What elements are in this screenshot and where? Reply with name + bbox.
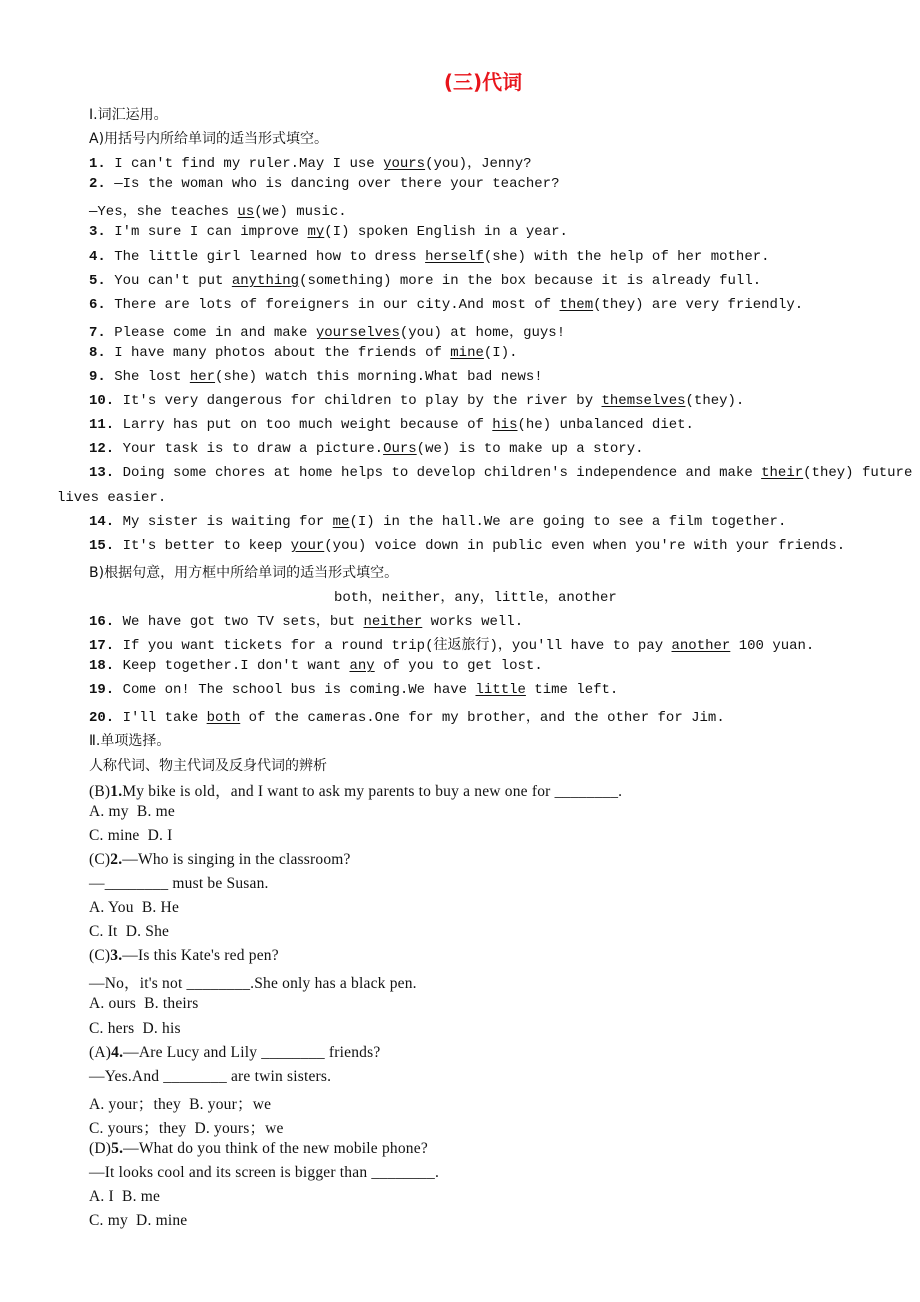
text-segment: My bike is old，and I want to ask my parents to buy a new one for ________. — [122, 782, 623, 800]
text-segment: (A) — [89, 1043, 112, 1061]
text-segment: —________ must be Susan. — [89, 875, 269, 892]
text-line — [0, 1092, 920, 1116]
text-segment: Larry has put on too much weight because of — [114, 417, 493, 434]
text-line — [0, 417, 920, 441]
text-line — [0, 1164, 920, 1188]
answer-text: her — [189, 369, 216, 386]
text-segment: Your task is to draw a picture. — [114, 441, 384, 458]
text-segment: (C) — [89, 850, 111, 868]
page-title: (三)代词 — [443, 70, 523, 94]
text-segment: —Is this Kate's red pen? — [122, 947, 279, 965]
text-segment: (I) spoken English in a year. — [324, 224, 568, 241]
answer-text: mine — [450, 344, 484, 361]
text-segment: lives easier. — [57, 489, 167, 506]
item-number: 4. — [111, 1043, 124, 1061]
text-segment: Ⅱ.单项选择。 — [89, 733, 171, 750]
item-number: 10. — [89, 393, 115, 410]
text-segment: A. my B. me — [89, 802, 175, 820]
text-segment: (I) in the hall.We are going to see a film together. — [349, 513, 787, 530]
answer-text: us — [237, 204, 255, 221]
text-line — [0, 755, 920, 779]
text-line — [0, 1020, 920, 1044]
item-number: 5. — [89, 272, 106, 289]
text-segment: of you to get lost. — [374, 658, 543, 675]
text-line — [0, 200, 920, 224]
text-line — [0, 1068, 920, 1092]
answer-text: anything — [231, 272, 300, 289]
item-number: 15. — [89, 537, 115, 554]
text-line — [0, 682, 920, 706]
text-line — [0, 634, 920, 658]
text-line — [0, 610, 920, 634]
text-segment: There are lots of foreigners in our city.And most of — [105, 296, 560, 313]
text-line — [0, 730, 920, 754]
answer-text: them — [559, 296, 594, 313]
text-segment: (B) — [89, 782, 111, 800]
text-segment: A. You B. He — [89, 899, 180, 917]
answer-text: yourselves — [315, 324, 400, 341]
text-segment: (you)，Jenny? — [425, 156, 532, 173]
text-segment: (D) — [89, 1140, 112, 1158]
item-number: 3. — [89, 224, 106, 241]
item-number: 12. — [89, 441, 115, 458]
item-number: 7. — [89, 324, 106, 341]
text-line — [0, 224, 920, 248]
text-line — [0, 1116, 920, 1140]
answer-text: neither — [363, 613, 423, 630]
answer-text: my — [307, 224, 325, 241]
text-segment: B)根据句意，用方框中所给单词的适当形式填空。 — [89, 564, 399, 581]
text-segment: You can't put — [105, 272, 232, 289]
document-body — [0, 104, 920, 1236]
text-segment: (they). — [685, 393, 745, 410]
text-segment: —It looks cool and its screen is bigger than ________. — [89, 1164, 440, 1182]
text-segment: —No，it's not ________.She only has a black pen. — [89, 975, 417, 993]
text-line — [0, 779, 920, 803]
text-line — [0, 658, 920, 682]
item-number: 20. — [89, 710, 115, 727]
text-segment: If you want tickets for a round trip(往返旅行)，you'll have to pay — [114, 638, 672, 655]
text-line — [0, 441, 920, 465]
text-line — [0, 1188, 920, 1212]
text-segment: time left. — [525, 682, 619, 699]
text-segment: (I). — [483, 344, 518, 361]
answer-text: another — [671, 638, 731, 655]
text-segment: (something) more in the box because it is already full. — [299, 272, 762, 289]
text-line — [0, 923, 920, 947]
text-line — [0, 490, 920, 514]
text-segment: I'm sure I can improve — [105, 224, 308, 241]
text-segment: (they) are very friendly. — [593, 296, 804, 313]
answer-text: herself — [425, 248, 484, 265]
text-segment: —Yes.And ________ are twin sisters. — [89, 1067, 332, 1085]
text-line — [0, 176, 920, 200]
text-segment: Ⅰ.词汇运用。 — [89, 107, 168, 123]
text-segment: —Are Lucy and Lily ________ friends? — [123, 1043, 381, 1061]
answer-text: me — [332, 513, 350, 530]
text-line — [0, 369, 920, 393]
item-number: 9. — [89, 369, 106, 386]
text-segment: Please come in and make — [105, 324, 316, 341]
text-segment: 人称代词、物主代词及反身代词的辨析 — [89, 757, 327, 774]
text-line — [0, 152, 920, 176]
text-segment: A. ours B. theirs — [89, 995, 199, 1013]
item-number: 14. — [89, 513, 115, 530]
answer-text: your — [290, 537, 325, 554]
text-segment: It's very dangerous for children to play by the river by — [114, 393, 602, 410]
text-segment: Keep together.I don't want — [114, 658, 350, 675]
item-number: 19. — [89, 682, 115, 699]
answer-text: any — [349, 658, 375, 675]
text-segment: Come on! The school bus is coming.We have — [114, 682, 476, 699]
text-segment: —What do you think of the new mobile phone? — [123, 1140, 428, 1158]
text-segment: (she) watch this morning.What bad news! — [215, 369, 543, 386]
text-segment: —Who is singing in the classroom? — [122, 850, 351, 868]
text-line — [0, 706, 920, 730]
text-segment: (they) future — [803, 465, 913, 482]
text-segment: C. hers D. his — [89, 1019, 181, 1037]
text-line — [0, 273, 920, 297]
text-segment: —Is the woman who is dancing over there your teacher? — [105, 176, 560, 193]
text-line — [0, 586, 920, 610]
text-line — [0, 851, 920, 875]
item-number: 6. — [89, 296, 106, 313]
text-segment: (she) with the help of her mother. — [483, 248, 770, 265]
text-line — [0, 465, 920, 489]
answer-text: themselves — [601, 393, 686, 410]
text-line — [0, 803, 920, 827]
item-number: 2. — [89, 176, 106, 193]
item-number: 1. — [110, 782, 123, 800]
text-line — [0, 514, 920, 538]
item-number: 11. — [89, 417, 115, 434]
text-line — [0, 321, 920, 345]
text-segment: of the cameras.One for my brother，and the other for Jim. — [240, 710, 725, 727]
answer-text: yours — [383, 156, 426, 173]
text-line — [0, 345, 920, 369]
text-line — [0, 899, 920, 923]
item-number: 13. — [89, 465, 115, 482]
text-segment: A. your；they B. your；we — [89, 1095, 272, 1113]
text-line — [0, 875, 920, 899]
item-number: 5. — [111, 1140, 124, 1158]
text-segment: It's better to keep — [114, 537, 291, 554]
text-segment: She lost — [105, 369, 190, 386]
item-number: 16. — [89, 613, 115, 630]
text-segment: works well. — [422, 613, 524, 630]
text-line — [0, 947, 920, 971]
text-line — [0, 1140, 920, 1164]
text-segment: (you) at home，guys! — [399, 324, 566, 341]
item-number: 2. — [110, 850, 123, 868]
text-segment: My sister is waiting for — [114, 513, 333, 530]
text-segment: I'll take — [114, 710, 207, 727]
text-segment: —Yes，she teaches — [89, 204, 238, 221]
text-segment: Doing some chores at home helps to develop children's independence and make — [114, 465, 762, 482]
text-segment: C. my D. mine — [89, 1212, 188, 1230]
answer-text: their — [761, 465, 804, 482]
text-segment: (you) voice down in public even when you're with your friends. — [324, 537, 846, 554]
answer-text: Ours — [383, 441, 417, 458]
text-line — [0, 995, 920, 1019]
text-segment: C. It D. She — [89, 923, 170, 941]
text-segment: I have many photos about the friends of — [105, 344, 451, 361]
text-segment: 100 yuan. — [730, 638, 815, 655]
item-number: 3. — [110, 947, 123, 965]
text-line — [0, 827, 920, 851]
text-line — [0, 297, 920, 321]
text-segment: C. mine D. I — [89, 826, 173, 844]
text-segment: C. yours；they D. yours；we — [89, 1119, 284, 1137]
text-segment: A. I B. me — [89, 1188, 161, 1206]
item-number: 18. — [89, 658, 115, 675]
item-number: 17. — [89, 638, 115, 655]
item-number: 1. — [89, 156, 106, 173]
text-segment: (we) music. — [254, 204, 347, 221]
text-line — [0, 104, 920, 128]
text-segment: (C) — [89, 947, 111, 965]
text-segment: I can't find my ruler.May I use — [105, 156, 384, 173]
text-segment: (he) unbalanced diet. — [517, 417, 694, 434]
text-line — [0, 562, 920, 586]
text-line — [0, 1044, 920, 1068]
text-segment: A)用括号内所给单词的适当形式填空。 — [89, 131, 329, 148]
item-number: 8. — [89, 344, 106, 361]
answer-text: his — [492, 417, 518, 434]
text-segment: The little girl learned how to dress — [105, 248, 426, 265]
answer-text: both — [206, 710, 241, 727]
text-line — [0, 538, 920, 562]
text-line — [0, 249, 920, 273]
text-line — [0, 1212, 920, 1236]
text-line — [0, 393, 920, 417]
answer-text: little — [475, 682, 526, 699]
text-segment: (we) is to make up a story. — [416, 441, 644, 458]
text-line — [0, 128, 920, 152]
text-segment: both，neither，any，little，another — [334, 589, 617, 606]
text-segment: We have got two TV sets，but — [114, 613, 364, 630]
text-line — [0, 971, 920, 995]
item-number: 4. — [89, 248, 106, 265]
